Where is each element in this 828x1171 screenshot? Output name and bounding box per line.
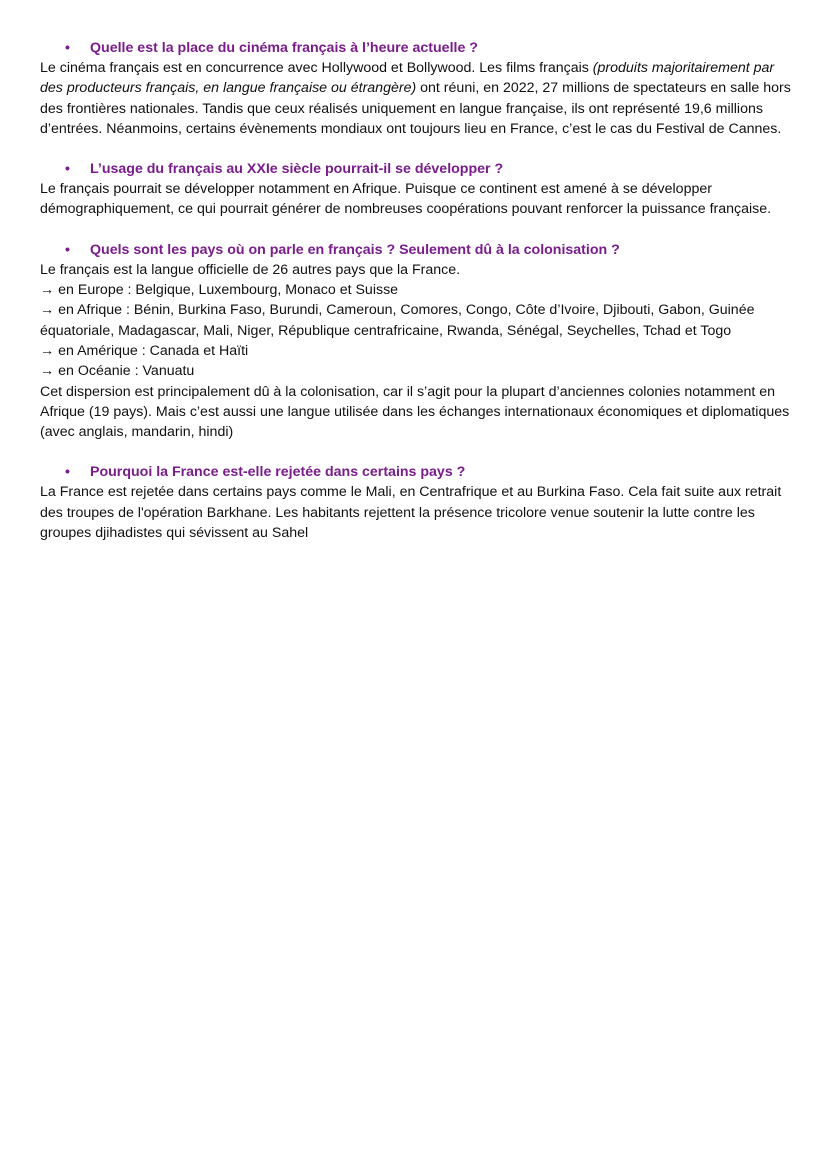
section-paragraph: La France est rejetée dans certains pays comme le Mali, en Centrafrique et au Burkina Faso. Cela fait suite aux retrait des troupes de l'opération Barkhane. Les habitants rejettent la présence tricolore venue soutenir la lutte contre les groupes djihadistes qui sévissent au Sahel	[40, 484, 782, 542]
intro-line: Le français est la langue officielle de 26 autres pays que la France.	[40, 261, 461, 278]
heading-text: Quels sont les pays où on parle en français ? Seulement dû à la colonisation ?	[90, 241, 620, 258]
bullet-icon: •	[65, 161, 70, 178]
section-heading	[40, 38, 792, 58]
section-heading	[40, 159, 792, 179]
bullet-icon: •	[65, 40, 70, 56]
list-item-oceanie: → en Océanie : Vanuatu	[40, 363, 195, 380]
section-paragraph: Cet dispersion est principalement dû à la colonisation, car il s’agit pour la plupart d’anciennes colonies notamment en Afrique (19 pays). Mais c’est aussi une langue utilisée dans les échanges internationaux économiques et diplomatiques (avec anglais, mandarin, hindi)	[40, 383, 790, 441]
document-page	[40, 38, 792, 563]
heading-text: Pourquoi la France est-elle rejetée dans certains pays ?	[90, 464, 466, 481]
heading-text: Quelle est la place du cinéma français à l’heure actuelle ?	[90, 40, 478, 56]
bullet-icon: •	[65, 241, 70, 258]
section-rejet	[40, 462, 792, 543]
paragraph-text: ont réuni, en 2022, 27 millions de spectateurs en salle hors des frontières nationales. Tandis que ceux réalisés uniquement en langue française, ils ont représenté 19,6 millions d’entrées. Néanmoins, certains évènements mondiaux ont toujours lieu en France, c’est le cas du Festival de Cannes.	[40, 80, 791, 137]
section-heading	[40, 462, 792, 482]
paragraph-text: Le cinéma français est en concurrence avec Hollywood et Bollywood. Les films français	[40, 60, 593, 76]
section-paragraph: Le français pourrait se développer notamment en Afrique. Puisque ce continent est amené à se développer démographiquement, ce qui pourrait générer de nombreuses coopérations pouvant renforcer la puissance française.	[40, 181, 772, 218]
paragraph-italic-text: (produits majoritairement par des producteurs français, en langue française ou étrangère)	[40, 60, 775, 97]
section-cinema	[40, 38, 792, 139]
list-item-europe: → en Europe : Belgique, Luxembourg, Monaco et Suisse	[40, 282, 399, 299]
section-usage	[40, 159, 792, 220]
list-item-amerique: → en Amérique : Canada et Haïti	[40, 342, 249, 359]
section-heading	[40, 240, 792, 260]
list-item-afrique: → en Afrique : Bénin, Burkina Faso, Burundi, Cameroun, Comores, Congo, Côte d’Ivoire, Djibouti, Gabon, Guinée équatoriale, Madagascar, Mali, Niger, République centrafricaine, Rwanda, Sénégal, Seychelles, Tchad et Togo	[40, 302, 755, 339]
section-paragraph	[40, 58, 792, 139]
heading-text: L’usage du français au XXIe siècle pourrait-il se développer ?	[90, 161, 504, 178]
section-pays	[40, 240, 792, 443]
bullet-icon: •	[65, 464, 70, 481]
